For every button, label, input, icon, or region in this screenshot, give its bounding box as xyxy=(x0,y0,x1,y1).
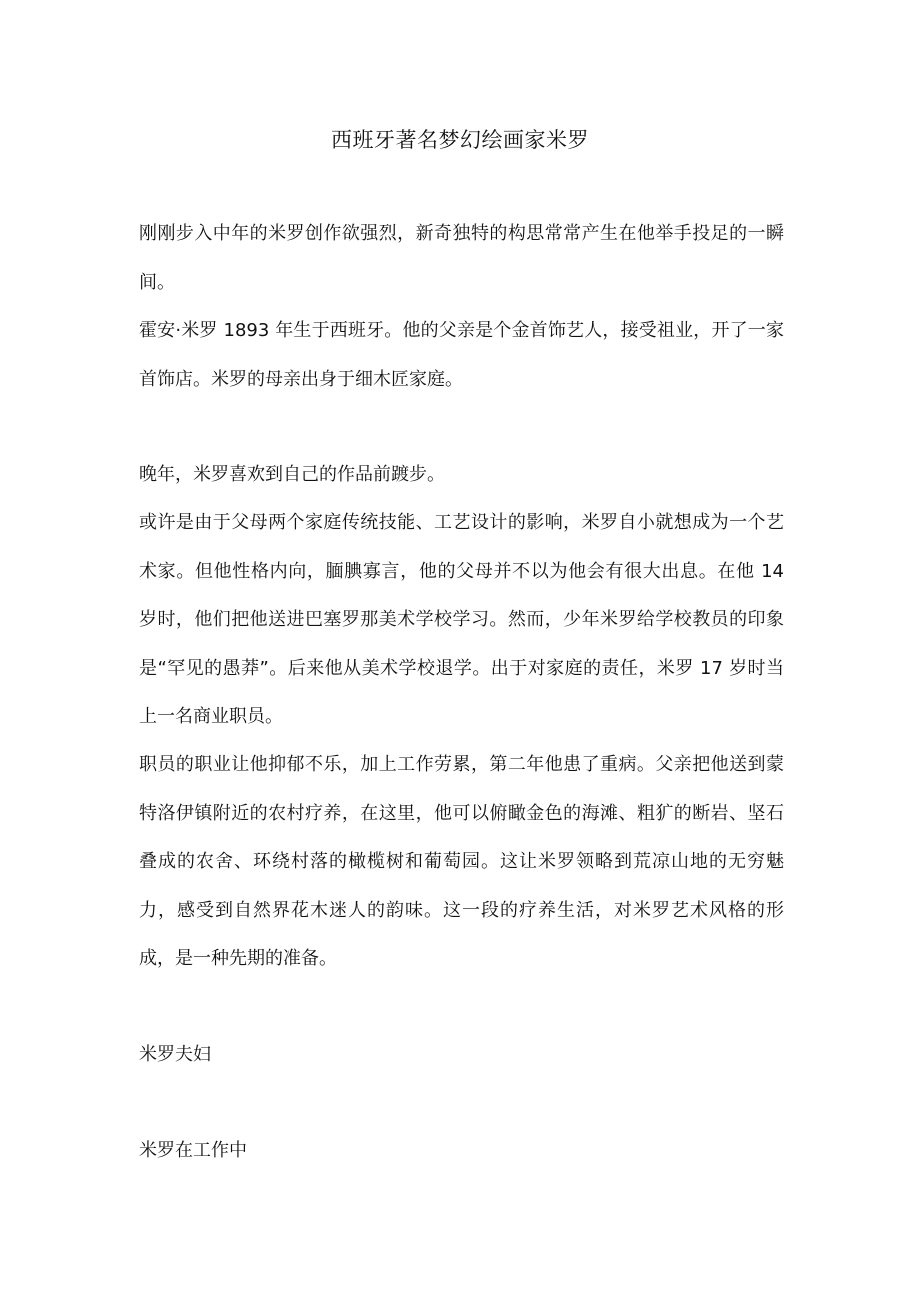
paragraph-education: 或许是由于父母两个家庭传统技能、工艺设计的影响，米罗自小就想成为一个艺术家。但他性格内向，腼腆寡言，他的父母并不以为他会有很大出息。在他 14 岁时，他们把他送进巴塞罗那美术学校学习。然而，少年米罗给学校教员的印象是“罕见的愚莽”。后来他从美术学校退学。出于对家庭的责任，米罗 17 岁时当上一名商业职员。 xyxy=(139,512,784,727)
paragraph-intro: 刚刚步入中年的米罗创作欲强烈，新奇独特的构思常常产生在他举手投足的一瞬间。 xyxy=(139,223,784,293)
page-title: 西班牙著名梦幻绘画家米罗 xyxy=(331,128,589,152)
paragraph-recuperation: 职员的职业让他抑郁不乐，加上工作劳累，第二年他患了重病。父亲把他送到蒙特洛伊镇附近的农村疗养，在这里，他可以俯瞰金色的海滩、粗犷的断岩、坚石叠成的农舍、环绕村落的橄榄树和葡萄园。这让米罗领略到荒凉山地的无穷魅力，感受到自然界花木迷人的韵味。这一段的疗养生活，对米罗艺术风格的形成，是一种先期的准备。 xyxy=(139,754,784,969)
paragraph-birth: 霍安·米罗 1893 年生于西班牙。他的父亲是个金首饰艺人，接受祖业，开了一家首饰店。米罗的母亲出身于细木匠家庭。 xyxy=(139,320,784,390)
paragraph-late-years: 晚年，米罗喜欢到自己的作品前踱步。 xyxy=(139,464,445,485)
caption-miro-working: 米罗在工作中 xyxy=(139,1140,247,1161)
caption-miro-couple: 米罗夫妇 xyxy=(139,1044,211,1065)
